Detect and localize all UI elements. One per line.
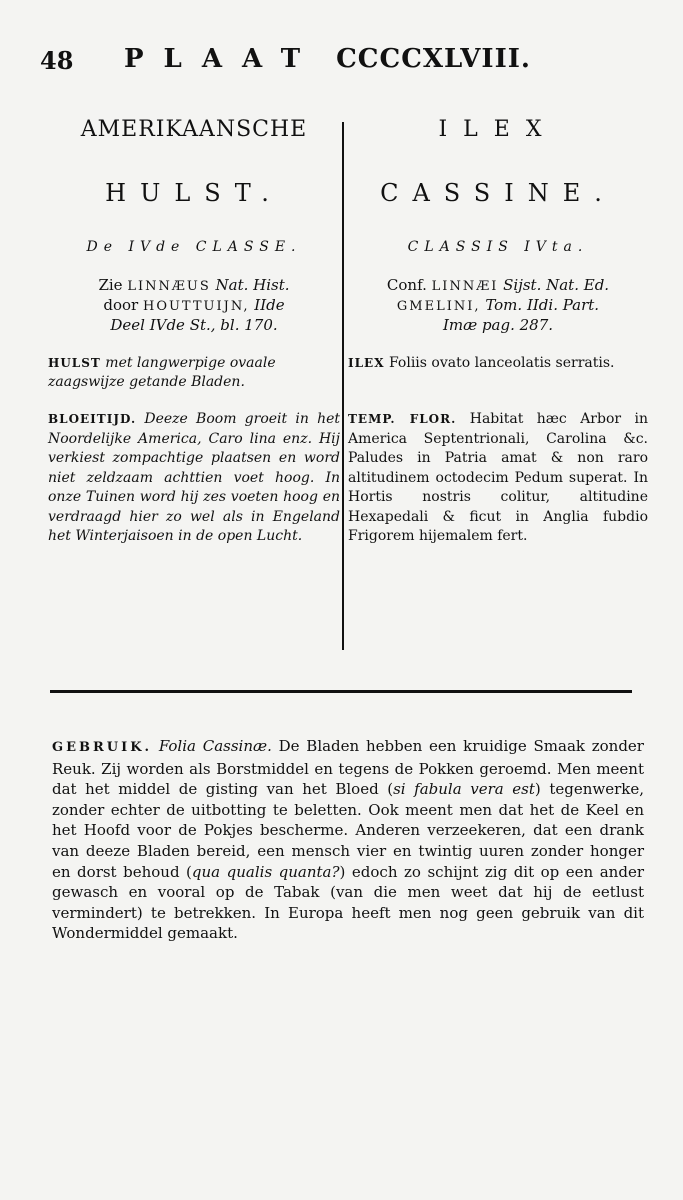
description-label: HULST xyxy=(48,356,101,370)
ref-part: Deel IVde St., bl. 170. xyxy=(110,316,278,334)
temp-flor-label: TEMP. FLOR. xyxy=(348,412,457,426)
dutch-class-line: De IVde CLASSE. xyxy=(86,239,302,255)
bloeitijd-label: BLOEITIJD. xyxy=(48,412,137,426)
latin-title-line2: CASSINE. xyxy=(380,179,616,207)
dutch-title-line2: HULST. xyxy=(105,179,283,207)
gebruik-italic-1: si fabula vera est xyxy=(393,780,535,799)
dutch-reference xyxy=(48,276,340,354)
ref-author: LINNÆI xyxy=(431,279,499,294)
latin-class-line: CLASSIS IVta. xyxy=(407,239,589,255)
dutch-description xyxy=(48,354,340,410)
ref-conf: Conf. xyxy=(386,276,427,294)
ref-page: Imæ pag. 287. xyxy=(442,316,554,334)
gebruik-italic-2: qua qualis quanta? xyxy=(191,862,340,881)
latin-description xyxy=(348,354,648,410)
description-text: Foliis ovato lanceolatis serratis. xyxy=(388,355,615,371)
dutch-column xyxy=(48,112,340,547)
latin-title-line1: ILEX xyxy=(438,117,558,142)
gebruik-text-1: De Bladen hebben een kruidige Smaak zonder Reuk. Zij worden als Borstmiddel en tegens de Pokken geroemd. Men meent dat het middel de gisting van het Bloed ( xyxy=(52,737,644,799)
ref-author: LINNÆUS xyxy=(127,279,211,294)
gebruik-lead: Folia Cassinæ. xyxy=(158,737,272,755)
dutch-title-line1: AMERIKAANSCHE xyxy=(80,117,308,142)
ref-editor: GMELINI, xyxy=(396,299,481,314)
horizontal-rule xyxy=(50,690,632,693)
gebruik-text-3: ) edoch zo schijnt zig dit op een ander gewasch en vooral op de Tabak (van die men weet dat hij de eetlust vermindert) te betrekken. In Europa heeft men nog geen gebruik van dit Wondermiddel gemaakt. xyxy=(52,862,644,943)
ref-volume: IIde xyxy=(254,296,285,314)
dutch-bloeitijd xyxy=(48,410,340,547)
temp-flor-text: Habitat hæc Arbor in America Septentrionali, Carolina &c. Paludes in Patria amat & non raro altitudinem octodecim Pedum superat. In Hortis nostris colitur, altitudine Hexapedali & ficut in Anglia fubdio Frigorem hijemalem fert. xyxy=(348,411,649,544)
page-number: 48 xyxy=(40,46,74,75)
ref-door: door xyxy=(103,296,139,314)
ref-volume: Tom. IIdi. Part. xyxy=(485,296,600,314)
bloeitijd-text: Deeze Boom groeit in het Noordelijke America, Caro lina enz. Hij verkiest zompachtige plaatsen en word niet zeldzaam achttien voet hoog. In onze Tuinen word hij zes voeten hoog en verdraagd hier zo wel als in Engeland het Winterjaisoen in de open Lucht. xyxy=(48,411,340,544)
ref-work: Sijst. Nat. Ed. xyxy=(503,276,610,294)
description-label: ILEX xyxy=(348,356,385,370)
gebruik-paragraph xyxy=(52,736,644,944)
plate-numeral: CCCCXLVIII. xyxy=(336,44,531,74)
plate-word: PLAAT xyxy=(124,44,321,74)
ref-translator: HOUTTUIJN, xyxy=(142,299,250,314)
gebruik-text-2: ) tegenwerke, zonder echter de uitbotting te beletten. Ook meent men dat het de Keel en het Hoofd voor de Pokjes bescherme. Anderen verzeekeren, dat een drank van deeze Bladen bereid, een mensch vier en twintig uuren zonder honger en dorst behoud ( xyxy=(52,780,644,881)
column-divider xyxy=(342,122,344,650)
latin-reference xyxy=(348,276,648,354)
latin-temp-flor xyxy=(348,410,648,547)
latin-column xyxy=(348,112,648,547)
description-text: met langwerpige ovaale zaagswijze getande Bladen. xyxy=(48,355,276,390)
gebruik-label: GEBRUIK. xyxy=(52,740,153,755)
ref-zie: Zie xyxy=(98,276,123,294)
ref-work: Nat. Hist. xyxy=(215,276,290,294)
plate-heading xyxy=(124,44,531,74)
